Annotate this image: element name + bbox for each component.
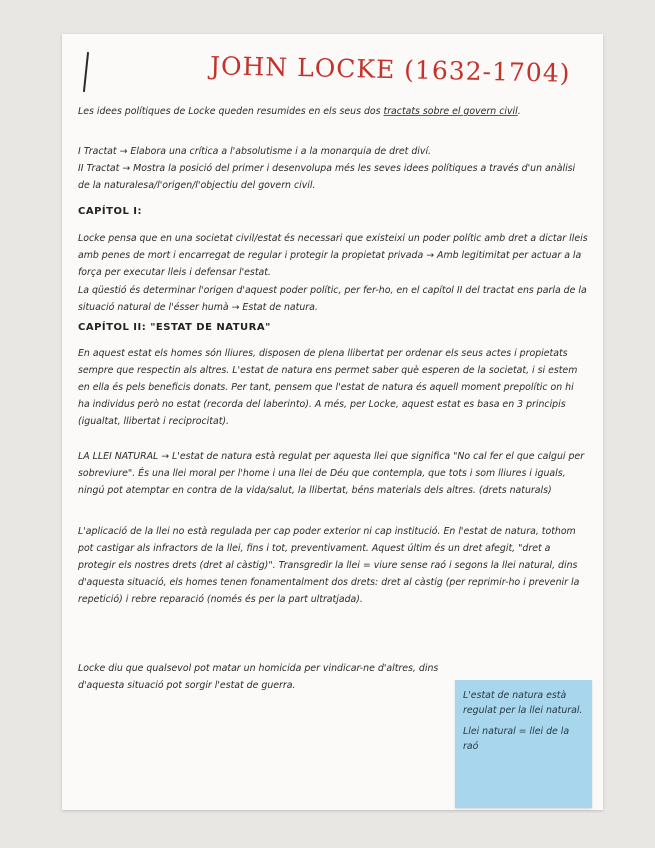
capitol-2-para-4: Locke diu que qualsevol pot matar un homicida per vindicar-ne d'altres, dins d'aquesta situació pot sorgir l'estat de guerra. <box>78 663 439 691</box>
capitol-2-para-3: L'aplicació de la llei no està regulada per cap poder exterior ni cap institució. En l'estat de natura, tothom pot castigar als infractors de la llei, fins i tot, preventivament. Aquest últim és un dret afegit, "dret a protegir els nostres drets (dret al càstig)". Transgredir la llei = viure sense raó i segons la llei natural, dins d'aquesta situació, els homes tenen fonamentalment dos drets: dret al càstig (per reprimir-ho i prevenir la repetició) i rebre reparació (només és per la part ultratjada). <box>78 526 580 605</box>
capitol-1-heading: CAPÍTOL I: <box>78 206 143 217</box>
intro-paragraph <box>78 103 588 120</box>
capitol-1-para-2: La qüestió és determinar l'origen d'aquest poder polític, per fer-ho, en el capítol II del tractat ens parla de la situació natural de l'ésser humà → Estat de natura. <box>78 285 587 313</box>
capitol-2-para-2: LA LLEI NATURAL → L'estat de natura està regulat per aquesta llei que significa "No cal fer el que calgui per sobreviure". És una llei moral per l'home i una llei de Déu que contempla, que tots i som lliures i iguals, ningú pot atemptar en contra de la vida/salut, la llibertat, béns materials dels altres. (drets naturals) <box>78 451 585 496</box>
capitol-1-para-1: Locke pensa que en una societat civil/estat és necessari que existeixi un poder polític amb dret a dictar lleis amb penes de mort i encarregat de regular i protegir la propietat privada → Amb legitimitat per actuar a la força per executar lleis i defensar l'estat. <box>78 233 588 278</box>
capitol-2-heading: CAPÍTOL II: "ESTAT DE NATURA" <box>78 322 271 333</box>
sticky-note-line-1: L'estat de natura està regulat per la llei natural. <box>463 690 583 716</box>
intro-text: Les idees polítiques de Locke queden resumides en els seus dos <box>78 106 384 117</box>
tractat-2: II Tractat → Mostra la posició del primer i desenvolupa més les seves idees polítiques a través d'un anàlisi de la naturalesa/l'origen/l'objectiu del govern civil. <box>78 163 576 191</box>
page-title: JOHN LOCKE (1632-1704) <box>209 51 571 88</box>
sticky-note-text <box>463 688 583 760</box>
capitol-2-para-1: En aquest estat els homes són lliures, disposen de plena llibertat per ordenar els seus actes i propietats sempre que respectin als altres. L'estat de natura ens permet saber què esperen de la societat, i si estem en ella és pels beneficis donats. Per tant, pensem que l'estat de natura és aquell moment prepolític on hi ha individus però no estat (recorda del laberinto). A més, per Locke, aquest estat es basa en 3 principis (igualtat, llibertat i reciprocitat). <box>78 348 578 427</box>
intro-end: . <box>517 106 521 117</box>
intro-link: tractats sobre el govern civil <box>383 106 518 117</box>
sticky-note-line-2: Llei natural = llei de la raó <box>463 726 570 752</box>
sticky-note <box>455 680 592 808</box>
tractat-1: I Tractat → Elabora una crítica a l'absolutisme i a la monarquia de dret diví. <box>78 146 432 157</box>
